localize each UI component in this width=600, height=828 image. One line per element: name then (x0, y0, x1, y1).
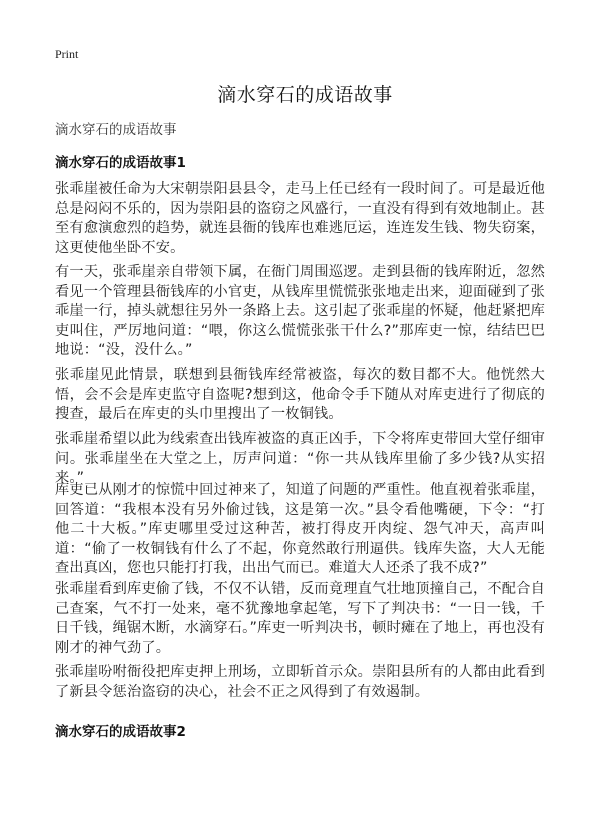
section-heading-2: 滴水穿石的成语故事2 (55, 724, 186, 740)
print-link[interactable]: Print (55, 47, 79, 61)
paragraph: 张乖崖看到库吏偷了钱，不仅不认错，反而竟理直气壮地顶撞自己，不配合自己查案，气不打一处来，毫不犹豫地拿起笔，写下了判决书：“一日一钱，千日千钱，绳锯木断，水滴穿石。”库吏一听判决书，顿时瘫在了地上，再也没有刚才的神气劲了。 (55, 581, 545, 656)
section-heading-1: 滴水穿石的成语故事1 (55, 155, 186, 171)
paragraph: 张乖崖希望以此为线索查出钱库被盗的真正凶手，下令将库吏带回大堂仔细审问。张乖崖坐在大堂之上，厉声问道：“你一共从钱库里偷了多少钱?从实招来。” (55, 431, 545, 487)
paragraph: 有一天，张乖崖亲自带领下属，在衙门周围巡逻。走到县衙的钱库附近，忽然看见一个管理县衙钱库的小官吏，从钱库里慌慌张张地走出来，迎面碰到了张乖崖一行，掉头就想往另外一条路上去。这引起了张乖崖的怀疑，他赶紧把库吏叫住，严厉地问道：“喂，你这么慌慌张张干什么?”那库吏一惊，结结巴巴地说：“没，没什么。” (55, 264, 545, 359)
paragraph: 张乖崖被任命为大宋朝崇阳县县令，走马上任已经有一段时间了。可是最近他总是闷闷不乐的，因为崇阳县的盗窃之风盛行，一直没有得到有效地制止。甚至有愈演愈烈的趋势，就连县衙的钱库也难逃厄运，连连发生钱、物失窃案，这更使他坐卧不安。 (55, 181, 545, 256)
document-subtitle: 滴水穿石的成语故事 (55, 122, 177, 138)
paragraph: 库吏已从刚才的惊慌中回过神来了，知道了问题的严重性。他直视着张乖崖，回答道：“我根本没有另外偷过钱，这是第一次。”县令看他嘴硬，下令：“打他二十大板。”库吏哪里受过这种苦，被打得皮开肉绽、怨气冲天，高声叫道：“偷了一枚铜钱有什么了不起，你竟然敢行刑逼供。钱库失盗，大人无能查出真凶，您也只能打打我，出出气而已。难道大人还杀了我不成?” (55, 482, 545, 577)
page-title: 滴水穿石的成语故事 (217, 84, 393, 106)
paragraph: 张乖崖吩咐衙役把库吏押上刑场，立即斩首示众。崇阳县所有的人都由此看到了新县令惩治盗窃的决心，社会不正之风得到了有效遏制。 (55, 664, 545, 700)
paragraph: 张乖崖见此情景，联想到县衙钱库经常被盗，每次的数目都不大。他恍然大悟，会不会是库吏监守自盗呢?想到这，他命令手下随从对库吏进行了彻底的搜查，最后在库吏的头巾里搜出了一枚铜钱。 (55, 367, 545, 423)
